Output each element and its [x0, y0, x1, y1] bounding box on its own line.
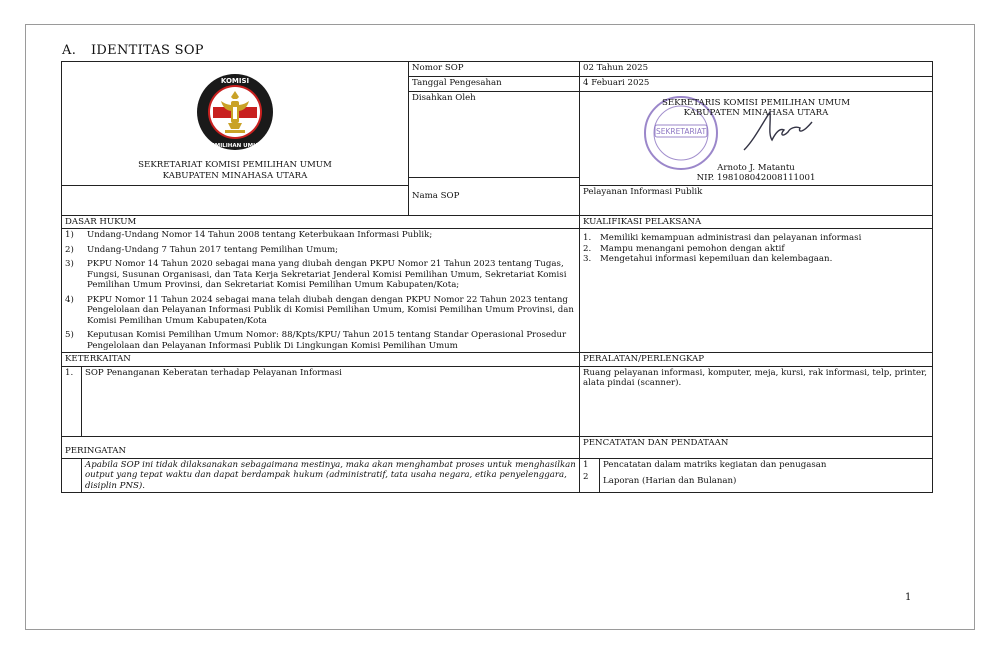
signer-nip: NIP. 198108042008111001 — [696, 173, 816, 184]
page-number: 1 — [905, 592, 912, 603]
list-item: 1. Memiliki kemampuan administrasi dan pelayanan informasi — [583, 233, 862, 244]
peringatan-text: Apabila SOP ini tidak dilaksanakan sebagaimana mestinya, maka akan menghambat proses untuk menghasilkan output yang tepat waktu dan dapat berdampak hukum (administratif, tata usaha negara, etika penyelenggara, disiplin PNS). — [82, 458, 580, 492]
list-item: 4) PKPU Nomor 11 Tahun 2024 sebagai mana telah diubah dengan dengan PKPU Nomor 22 Tahun 2023 tentang Pengelolaan dan Pelayanan Informasi Publik di Komisi Pemilihan Umum, Komisi Pemilihan Umum Provinsi, dan Komisi Pemilihan Umum Kabupaten/Kota — [65, 294, 574, 326]
pencatatan-nums — [580, 458, 600, 492]
org-line-2: KABUPATEN MINAHASA UTARA — [162, 171, 308, 182]
list-item: 3. Mengetahui informasi kepemiluan dan kelembagaan. — [583, 254, 833, 265]
list-item: 1) Undang-Undang Nomor 14 Tahun 2008 tentang Keterbukaan Informasi Publik; — [65, 230, 433, 241]
peralatan-heading: PERALATAN/PERLENGKAP — [580, 353, 933, 366]
pencatatan-items — [600, 458, 933, 492]
sop-identity-table — [61, 61, 933, 493]
signature-cell — [580, 92, 933, 186]
peralatan-text: Ruang pelayanan informasi, komputer, meja, kursi, rak informasi, telp, printer, alata pindai (scanner). — [580, 366, 933, 436]
pencatatan-item-1: Pencatatan dalam matriks kegiatan dan penugasan — [603, 459, 827, 470]
section-title: IDENTITAS SOP — [91, 43, 204, 58]
kualifikasi-list-cell — [580, 229, 933, 353]
section-number: A. — [62, 43, 77, 58]
nomor-sop-value: 02 Tahun 2025 — [580, 62, 933, 77]
org-line-1: SEKRETARIAT KOMISI PEMILIHAN UMUM — [138, 160, 332, 171]
stamp-text: SEKRETARIAT — [655, 127, 707, 136]
organization-name — [65, 160, 405, 181]
signer-name: Arnoto J. Matantu — [717, 162, 795, 173]
list-item: 2. Mampu menangani pemohon dengan aktif — [583, 243, 785, 254]
list-item: 5) Keputusan Komisi Pemilihan Umum Nomor: 88/Kpts/KPU/ Tahun 2015 tentang Standar Operasional Prosedur Pengelolaan dan Pelayanan Informasi Publik Di Lingkungan Komisi Pemilihan Umum — [65, 330, 567, 351]
kualifikasi-list — [583, 233, 929, 264]
pencatatan-num-1: 1 — [583, 459, 589, 470]
tanggal-pengesahan-value: 4 Febuari 2025 — [580, 77, 933, 92]
nama-sop-label: Nama SOP — [409, 178, 580, 216]
logo-cell — [62, 62, 409, 186]
dasar-hukum-list — [65, 230, 576, 351]
dasar-hukum-list-cell — [62, 229, 580, 353]
nama-sop-value: Pelayanan Informasi Publik — [580, 185, 933, 215]
pencatatan-item-2: Laporan (Harian dan Bulanan) — [603, 476, 737, 487]
list-item: 2) Undang-Undang 7 Tahun 2017 tentang Pemilihan Umum; — [65, 244, 339, 255]
list-item: 3) PKPU Nomor 14 Tahun 2020 sebagai mana yang diubah dengan PKPU Nomor 21 Tahun 2023 tentang Tugas, Fungsi, Susunan Organisasi, dan Tata Kerja Sekretariat Jenderal Komisi Pemilihan Umum, Sekretariat Komisi Pemilihan Umum Provinsi, dan Sekretariat Komisi Pemilihan Umum Kabupaten/Kota; — [65, 259, 567, 291]
dasar-hukum-heading: DASAR HUKUM — [62, 215, 580, 228]
pencatatan-num-2: 2 — [583, 472, 589, 483]
signer-title-line-1: SEKRETARIS KOMISI PEMILIHAN UMUM — [661, 98, 851, 108]
keterkaitan-num: 1. — [62, 366, 82, 436]
logo-top-text: KOMISI — [220, 77, 250, 85]
kualifikasi-heading: KUALIFIKASI PELAKSANA — [580, 215, 933, 228]
nomor-sop-label: Nomor SOP — [409, 62, 580, 77]
section-heading — [62, 43, 204, 58]
signature-icon — [740, 102, 820, 157]
signer-title-line-2: KABUPATEN MINAHASA UTARA — [683, 108, 829, 119]
tanggal-pengesahan-label: Tanggal Pengesahan — [409, 77, 580, 92]
disahkan-oleh-label: Disahkan Oleh — [409, 92, 580, 178]
pencatatan-heading: PENCATATAN DAN PENDATAAN — [580, 436, 933, 458]
peringatan-heading: PERINGATAN — [62, 436, 580, 458]
logo-bottom-text: PEMILIHAN UMUM — [206, 143, 264, 149]
kpu-logo — [195, 71, 275, 153]
keterkaitan-heading: KETERKAITAN — [62, 353, 580, 366]
keterkaitan-text: SOP Penanganan Keberatan terhadap Pelayanan Informasi — [82, 366, 580, 436]
